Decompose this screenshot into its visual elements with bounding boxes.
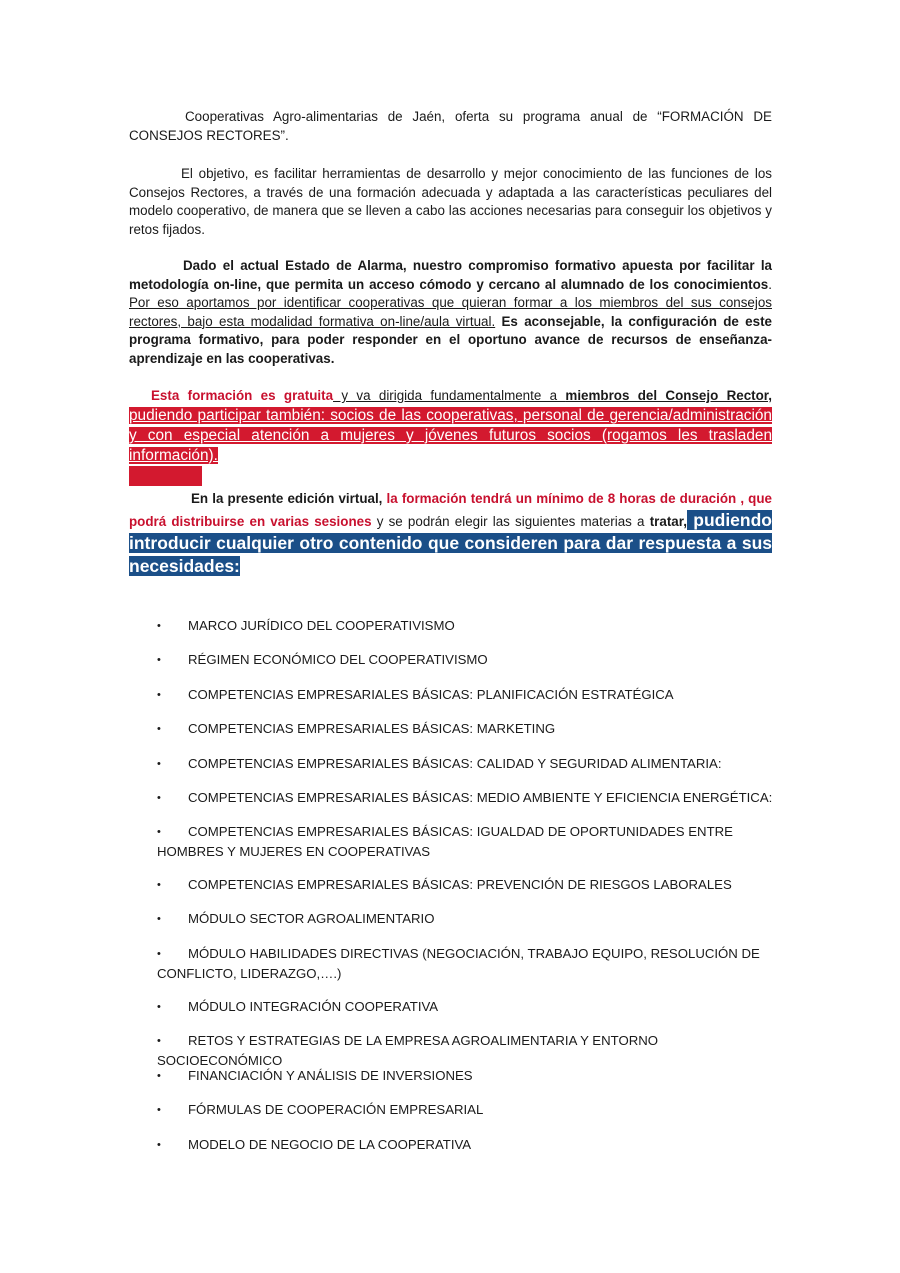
red-highlight-bar: [129, 466, 202, 486]
list-item-text: FINANCIACIÓN Y ANÁLISIS DE INVERSIONES: [188, 1068, 473, 1083]
bullet-icon: •: [157, 1001, 161, 1013]
intro-text: Cooperativas Agro-alimentarias de Jaén, oferta su programa anual de “FORMACIÓN DE CONSEJOS RECTORES”.: [129, 109, 772, 143]
list-item: [157, 909, 777, 929]
bullet-icon: •: [157, 723, 161, 735]
alarm-dot: .: [768, 276, 772, 292]
alarm-bold-text: Dado el actual Estado de Alarma, nuestro compromiso formativo apuesta por facilitar la metodología on-line, que permita un acceso cómodo y cercano al alumnado de los conocimientos: [129, 258, 772, 292]
list-item-text: COMPETENCIAS EMPRESARIALES BÁSICAS: MARKETING: [188, 721, 556, 736]
list-item: [157, 650, 777, 670]
list-item: [157, 719, 777, 739]
list-item-text: FÓRMULAS DE COOPERACIÓN EMPRESARIAL: [188, 1102, 484, 1117]
list-item: [157, 1135, 777, 1155]
free-training-red-text: Esta formación es gratuita: [151, 388, 334, 403]
free-training-paragraph: [129, 386, 772, 466]
free-training-text: y va dirigida fundamentalmente a: [333, 388, 566, 403]
edition-bold-text: En la presente edición virtual,: [191, 491, 387, 506]
participants-highlight: pudiendo participar también: socios de las cooperativas, personal de gerencia/administración y con especial atención a mujeres y jóvenes futuros socios (rogamos les trasladen información).: [129, 407, 772, 464]
edition-duration-red-text: la formación tendrá un mínimo de 8 horas de duración , que podrá distribuirse en varias sesiones: [129, 491, 772, 529]
bullet-icon: •: [157, 654, 161, 666]
bullet-icon: •: [157, 620, 161, 632]
bullet-icon: •: [157, 879, 161, 891]
alarm-paragraph: [129, 257, 772, 369]
list-item: [157, 875, 777, 895]
custom-content-highlight: pudiendo introducir cualquier otro contenido que consideren para dar respuesta a sus necesidades:: [129, 509, 772, 576]
list-item: [157, 944, 777, 983]
list-item: [157, 1066, 777, 1086]
edition-paragraph: [129, 490, 772, 578]
list-item-text: MÓDULO INTEGRACIÓN COOPERATIVA: [188, 999, 439, 1014]
objective-paragraph: [129, 165, 772, 239]
bullet-icon: •: [157, 792, 161, 804]
list-item-text: COMPETENCIAS EMPRESARIALES BÁSICAS: PLANIFICACIÓN ESTRATÉGICA: [188, 687, 674, 702]
list-item-text: MARCO JURÍDICO DEL COOPERATIVISMO: [188, 618, 455, 633]
bullet-icon: •: [157, 826, 161, 838]
alarm-underlined-text: Por eso aportamos por identificar cooperativas que quieran formar a los miembros del sus consejos rectores, bajo esta modalidad formativa on-line/aula virtual.: [129, 295, 772, 329]
alarm-bold-text-2: Es aconsejable, la configuración de este programa formativo, para poder responder en el oportuno avance de recursos de enseñanza-aprendizaje en las cooperativas.: [129, 313, 772, 366]
list-item: [157, 754, 777, 774]
list-item: [157, 616, 777, 636]
list-item-text: COMPETENCIAS EMPRESARIALES BÁSICAS: PREVENCIÓN DE RIESGOS LABORALES: [188, 877, 732, 892]
bullet-icon: •: [157, 1070, 161, 1082]
list-item: [157, 1031, 777, 1070]
bullet-icon: •: [157, 913, 161, 925]
list-item: [157, 788, 777, 808]
list-item-text: COMPETENCIAS EMPRESARIALES BÁSICAS: MEDIO AMBIENTE Y EFICIENCIA ENERGÉTICA:: [188, 790, 773, 805]
bullet-icon: •: [157, 1104, 161, 1116]
list-item-text: MÓDULO HABILIDADES DIRECTIVAS (NEGOCIACIÓN, TRABAJO EQUIPO, RESOLUCIÓN DE CONFLICTO, LIDERAZGO,….): [157, 946, 760, 981]
bullet-icon: •: [157, 1035, 161, 1047]
list-item-text: COMPETENCIAS EMPRESARIALES BÁSICAS: IGUALDAD DE OPORTUNIDADES ENTRE HOMBRES Y MUJERES EN COOPERATIVAS: [157, 824, 733, 859]
list-item-text: MODELO DE NEGOCIO DE LA COOPERATIVA: [188, 1137, 472, 1152]
bullet-icon: •: [157, 948, 161, 960]
objective-text: El objetivo, es facilitar herramientas de desarrollo y mejor conocimiento de las funciones de los Consejos Rectores, a través de una formación adecuada y adaptada a las características peculiares del modelo cooperativo, de manera que se lleven a cabo las acciones necesarias para conseguir los objetivos y retos fijados.: [129, 166, 772, 237]
list-item-text: MÓDULO SECTOR AGROALIMENTARIO: [188, 911, 435, 926]
intro-paragraph: [129, 108, 772, 145]
list-item: [157, 685, 777, 705]
edition-text: y se podrán elegir las siguientes materias a: [371, 513, 650, 529]
list-item-text: COMPETENCIAS EMPRESARIALES BÁSICAS: CALIDAD Y SEGURIDAD ALIMENTARIA:: [188, 756, 722, 771]
list-item: [157, 997, 777, 1017]
bullet-icon: •: [157, 1139, 161, 1151]
bullet-icon: •: [157, 758, 161, 770]
list-item-text: RÉGIMEN ECONÓMICO DEL COOPERATIVISMO: [188, 652, 488, 667]
list-item-text: RETOS Y ESTRATEGIAS DE LA EMPRESA AGROALIMENTARIA Y ENTORNO SOCIOECONÓMICO: [157, 1033, 659, 1068]
list-item: [157, 1100, 777, 1120]
council-members-text: miembros del Consejo Rector,: [565, 388, 772, 403]
bullet-icon: •: [157, 689, 161, 701]
list-item: [157, 822, 777, 861]
edition-tratar-text: tratar,: [649, 513, 687, 529]
